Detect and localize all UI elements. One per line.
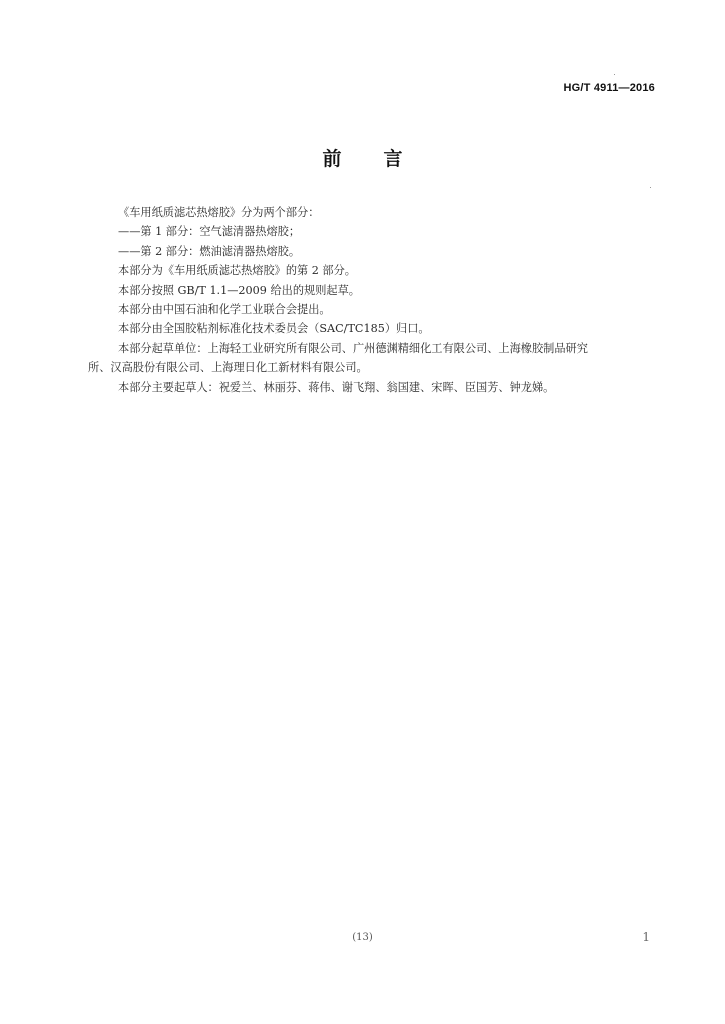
paragraph-proposed-by: 本部分由中国石油和化学工业联合会提出。 xyxy=(118,303,331,317)
page-number: (13) xyxy=(352,932,373,943)
speck-top xyxy=(614,74,615,75)
paragraph-administered-by: 本部分由全国胶粘剂标准化技术委员会（SAC/TC185）归口。 xyxy=(118,322,430,336)
foreword-body xyxy=(88,203,663,397)
standard-number: HG/T 4911—2016 xyxy=(563,82,655,94)
page-title xyxy=(0,144,725,171)
title-char-2: 言 xyxy=(383,148,403,170)
edge-mark: 1 xyxy=(642,930,650,944)
speck-right xyxy=(650,187,651,188)
title-char-1: 前 xyxy=(322,148,342,170)
paragraph-drafting-units-line-2: 所、汉高股份有限公司、上海理日化工新材料有限公司。 xyxy=(88,361,368,375)
paragraph-drafting-rules: 本部分按照 GB/T 1.1—2009 给出的规则起草。 xyxy=(118,283,360,297)
paragraph-this-part: 本部分为《车用纸质滤芯热熔胶》的第 2 部分。 xyxy=(118,264,356,278)
paragraph-drafting-units-line-1: 本部分起草单位：上海轻工业研究所有限公司、广州德渊精细化工有限公司、上海橡胶制品研究 xyxy=(118,341,588,355)
paragraph-parts-intro: 《车用纸质滤芯热熔胶》分为两个部分： xyxy=(118,206,320,219)
paragraph-drafters: 本部分主要起草人：祝爱兰、林丽芬、蒋伟、谢飞翔、翁国建、宋晖、臣国芳、钟龙娣。 xyxy=(118,380,555,394)
paragraph-part-1: ——第 1 部分：空气滤清器热熔胶； xyxy=(118,225,301,239)
paragraph-part-2: ——第 2 部分：燃油滤清器热熔胶。 xyxy=(118,244,301,258)
